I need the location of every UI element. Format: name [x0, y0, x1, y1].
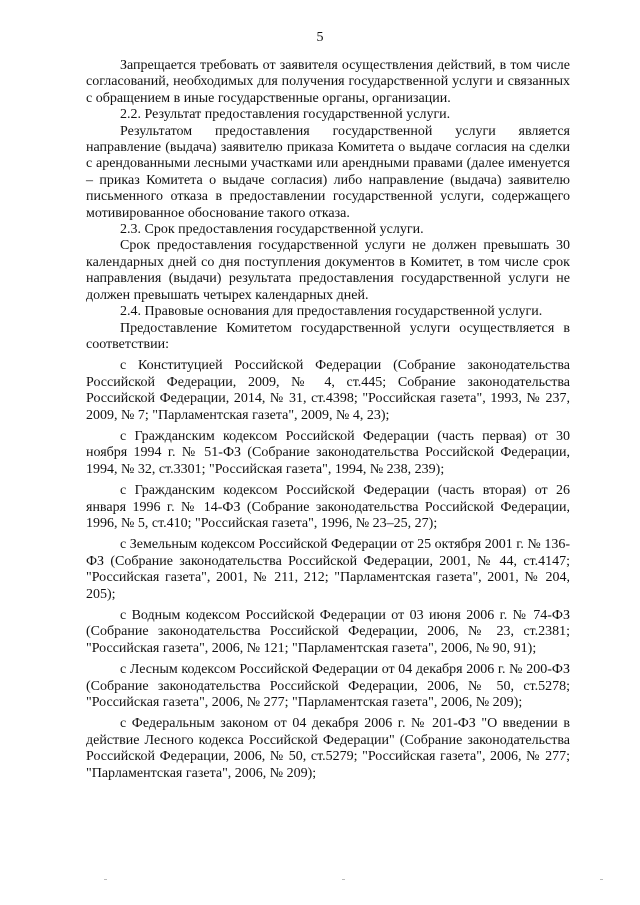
scan-mark: [342, 879, 345, 880]
section-heading: 2.3. Срок предоставления государственной услуги.: [120, 222, 424, 238]
section-heading: 2.4. Правовые основания для предоставления государственной услуги.: [120, 304, 543, 320]
scan-mark: [104, 879, 107, 880]
body-text: [86, 58, 570, 782]
legal-basis-item: с Федеральным законом от 04 декабря 2006 г. № 201-ФЗ "О введении в действие Лесного кодекса Российской Федерации" (Собрание законодательства Российской Федерации, 2006, № 50, ст.5279; "Российская газета", 2006, № 277; "Парламентская газета", 2006, № 209);: [86, 716, 570, 781]
legal-basis-item: с Конституцией Российской Федерации (Собрание законодательства Российской Федерации, 2009, № 4, ст.445; Собрание законодательства Российской Федерации, 2014, № 31, ст.4398; "Российская газета", 1993, № 237, 2009, № 7; "Парламентская газета", 2009, № 4, 23);: [86, 358, 570, 423]
legal-basis-item: с Лесным кодексом Российской Федерации от 04 декабря 2006 г. № 200-ФЗ (Собрание законодательства Российской Федерации, 2006, № 50, ст.5278; "Российская газета", 2006, № 277; "Парламентская газета", 2006, № 209);: [86, 662, 570, 711]
legal-basis-item: с Земельным кодексом Российской Федерации от 25 октября 2001 г. № 136-ФЗ (Собрание законодательства Российской Федерации, 2001, № 44, ст.4147; "Российская газета", 2001, № 211, 212; "Парламентская газета", 2001, № 204, 205);: [86, 537, 570, 602]
page-number: 5: [316, 30, 324, 45]
paragraph: Запрещается требовать от заявителя осуществления действий, в том числе согласований, необходимых для получения государственной услуги и связанных с обращением в иные государственные органы, организации.: [86, 58, 570, 106]
section-heading: 2.2. Результат предоставления государственной услуги.: [120, 107, 451, 123]
legal-basis-item: с Водным кодексом Российской Федерации от 03 июня 2006 г. № 74-ФЗ (Собрание законодательства Российской Федерации, 2006, № 23, ст.2381; "Российская газета", 2006, № 121; "Парламентская газета", 2006, № 90, 91);: [86, 608, 570, 656]
paragraph: Результатом предоставления государственной услуги является направление (выдача) заявителю приказа Комитета о выдаче согласия на сделки с арендованными лесными участками или арендными правами (далее именуется – приказ Комитета о выдаче согласия) либо направление (выдача) заявителю письменного отказа в предоставлении государственной услуги, содержащего мотивированное обоснование такого отказа.: [86, 123, 570, 221]
paragraph: Срок предоставления государственной услуги не должен превышать 30 календарных дней со дня поступления документов в Комитет, в том числе срок направления (выдачи) результата предоставления государственной услуги не должен превышать четырех календарных дней.: [86, 238, 570, 303]
legal-basis-item: с Гражданским кодексом Российской Федерации (часть первая) от 30 ноября 1994 г. № 51-ФЗ (Собрание законодательства Российской Федерации, 1994, № 32, ст.3301; "Российская газета", 1994, № 238, 239);: [86, 428, 570, 477]
legal-basis-item: с Гражданским кодексом Российской Федерации (часть вторая) от 26 января 1996 г. № 14-ФЗ (Собрание законодательства Российской Федерации, 1996, № 5, ст.410; "Российская газета", 1996, № 23–25, 27);: [86, 483, 570, 531]
paragraph: Предоставление Комитетом государственной услуги осуществляется в соответствии:: [86, 320, 570, 352]
scan-mark: [600, 879, 603, 880]
